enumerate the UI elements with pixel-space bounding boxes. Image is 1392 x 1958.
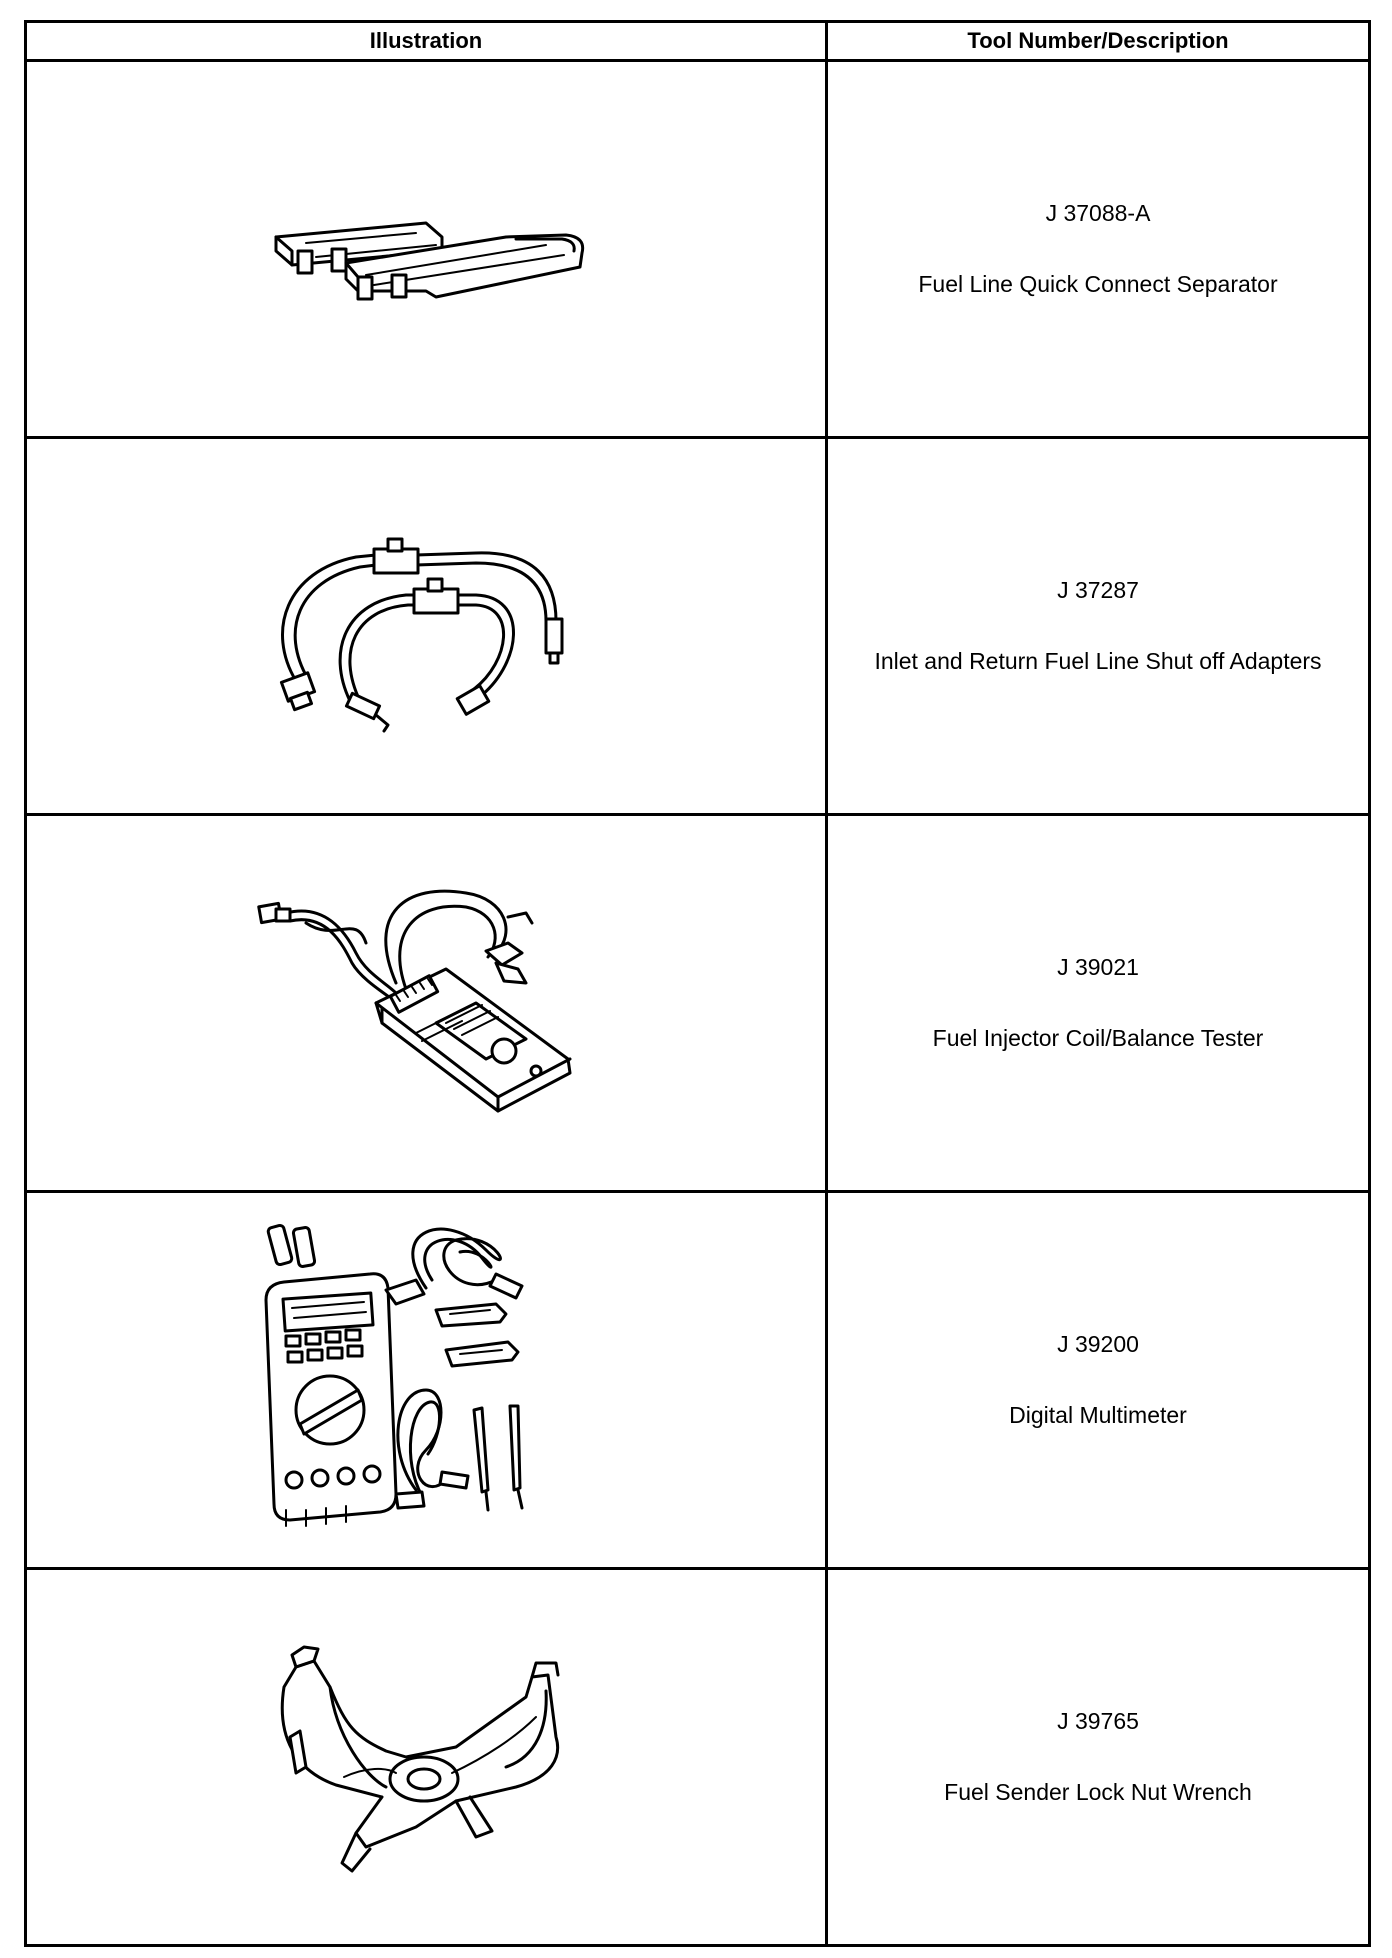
tool-table (24, 20, 1371, 1947)
table-row (26, 815, 1370, 1192)
table-row (26, 1569, 1370, 1946)
tool-number: J 39021 (1057, 954, 1139, 980)
table-row (26, 61, 1370, 438)
illustration-header: Illustration (26, 22, 827, 61)
tool-description: Fuel Sender Lock Nut Wrench (944, 1779, 1252, 1805)
header-row (26, 22, 1370, 61)
tool-description: Fuel Line Quick Connect Separator (918, 271, 1278, 297)
illustration-cell (26, 815, 827, 1192)
illustration-cell (26, 61, 827, 438)
tool-number: J 37287 (1057, 577, 1139, 603)
illustration-cell (26, 438, 827, 815)
lock-nut-wrench-illustration (256, 1627, 596, 1887)
illustration-cell (26, 1569, 827, 1946)
injector-tester-illustration (246, 873, 606, 1133)
tool-info-cell (827, 815, 1370, 1192)
tool-description: Inlet and Return Fuel Line Shut off Adapters (874, 648, 1322, 674)
tool-info-cell (827, 438, 1370, 815)
table-row (26, 1192, 1370, 1569)
tool-info-cell (827, 61, 1370, 438)
shut-off-adapters-illustration (256, 511, 596, 741)
table-row (26, 438, 1370, 815)
tool-description: Fuel Injector Coil/Balance Tester (932, 1025, 1264, 1051)
digital-multimeter-illustration (246, 1210, 606, 1550)
quick-connect-separator-illustration (246, 179, 606, 319)
tool-number: J 39200 (1057, 1331, 1139, 1357)
tool-description-header: Tool Number/Description (827, 22, 1370, 61)
illustration-cell (26, 1192, 827, 1569)
tool-info-cell (827, 1192, 1370, 1569)
tool-description: Digital Multimeter (1009, 1402, 1187, 1428)
tool-number: J 39765 (1057, 1708, 1139, 1734)
tool-number: J 37088-A (1045, 200, 1151, 226)
tool-info-cell (827, 1569, 1370, 1946)
